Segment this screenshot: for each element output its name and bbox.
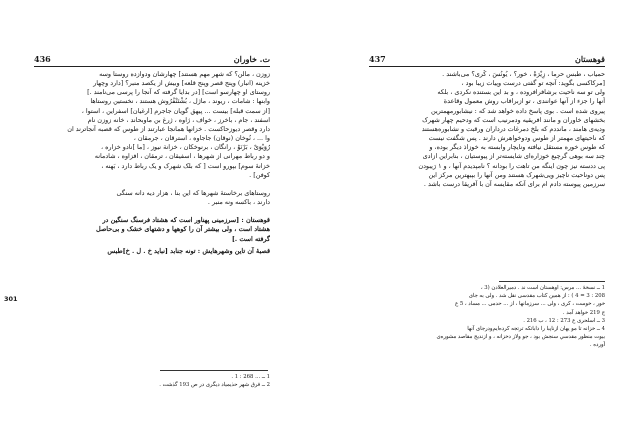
text-line: که ناحیتهای مهمتر از طوس ودوخواهرش دارند . پس شگفت نیست (428, 134, 605, 143)
text-line: دارند ، باکسه‌ ونه منبر . (207, 198, 270, 207)
text-line: دارد وقصر دیوزحاکست . خزانها همانجا عبارتند از طوس که قصبه آنجاترند ان (67, 124, 270, 133)
footnote: خور ، خوست ، کری ، ولی ... سرزمانها ، از ... حدمی ... مساد ، 5 ع (454, 301, 605, 308)
footnotes (369, 284, 605, 350)
text-line: وابنها : شامات ، ریوند ، ماژل ، بُشْتَنْفُرُوش هستند ، نخستین روستاها (90, 97, 270, 106)
text-line: قصبهٔ آن تاین وشهرهایش : تونه جنابد [نباید خ . ل . خ]طبس (107, 246, 270, 255)
page-number: 437 (369, 54, 386, 64)
text-line: پیروی شده است . بوی پاسخ داده خواهد شد که : نیشابورمهمترین (430, 106, 605, 115)
text-line: سرزمین پیوسته دادم ام برای آنکه مقایسه آن با آفریقا درست باشد . (423, 179, 605, 188)
footnote: 4 ــ خزانه تا مو یهان ازناپبا را داباتکه ترتجه کرد‌ه‌ایم‌ودرجای آنها (467, 326, 605, 333)
footnote: بيوت منظور مقدسي سنجش بود ، جو ولاز دخزانه ، و ازندیج مقاصد مشوره‌ی (436, 334, 605, 341)
right-page (311, 0, 623, 436)
running-title: ت. خاوران (233, 54, 270, 64)
footnote: 1 ــ نسخهٔ ... مرس: اوهستان است ند . دمیرالعلادن (3 ، (480, 285, 605, 291)
page-header (34, 50, 270, 67)
footnote: آورده . (589, 342, 605, 349)
text-line: آنها را جزء از آنها عوانندی ، تو ازبرافاب روش معمول وقاعدة (443, 97, 605, 106)
footnote: 208 : 3 = 4 ) : از همین کتاب مقدسی نقل شد . ولی به جای (468, 293, 605, 300)
text-line: ولی تو سه ناحیت برشافرافروده ، و بد این بستنده نکردی ، بلکه (437, 88, 605, 97)
text-line: خزانهٔ سوم] بپورو است [ که بلک شهرک و یک رباط دارد ، بَهنه ، (101, 161, 270, 170)
footnote: 2 ــ فرق شهر حذیمیاد دیگری در ص 193 گذشت . (159, 382, 270, 389)
text-line: خزینه (انبار) وپنج قصر وپنج قلعه] وبیش از یکصد منبر؟ [دارد وچهار (93, 79, 270, 88)
text-line: روستای او چهارسو است] [در بدایا گرفته که آنجا را پرسی می‌نامند .] (87, 88, 270, 97)
footnotes (34, 373, 270, 389)
footnote: 3 ــ اسلحری ع 273 : 12 ، ب 216 . (523, 317, 605, 324)
text-line: پس دوناحیت ناچیز ویی‌شهرک هستند ومن آنها را بپبهترین مرکز این (428, 170, 605, 179)
text-line: گرفته است .] (231, 234, 270, 243)
page-header (369, 50, 605, 67)
text-line: چند سه بوهی گرچیع خوزاره‌ای شایسته‌تر از پیوستیان ، بنابراین ازادی (422, 152, 605, 161)
body-text (369, 70, 605, 189)
text-line: و دو رباط مهرانی از شهرها ، اسفیقان ، ترمقان ، افزاوه ، شادمانه (94, 152, 270, 161)
text-line: اسفند ، جام ، باخرز ، خواف ، ژاوه ، ژرغ بن ماوبحاند ، خانه زوزن نام (87, 115, 270, 124)
text-line: بخشهای خاوران و مانند افریقیه ودمرنیب است که ودحیم چهار شهرک (422, 115, 605, 124)
text-line: پی ددسته نیز چون اینگه من تاهت را بودانه ؟ نامپدیدم آنها ، و ۱ رَیبودن (418, 161, 605, 170)
text-line: ودیه‌ی هامند ، مانددم که بلخ دمرغات درداران ورقبت و نشابوره‌هستند (421, 124, 605, 133)
text-line: کوفن] . (249, 170, 270, 179)
footnote: 1 ــ ... 268 : 1 . (231, 374, 270, 380)
section-heading-line: قوهستان : [سرزمینی پهناور است که هشتاد فرسنگ سنگین در (102, 216, 270, 225)
text-line: [مرکاکسی بگوید: آنچه تو گفتی درست وپیات زیبا بود ، (461, 79, 605, 88)
body-text (34, 70, 270, 256)
footnote-rule (160, 370, 268, 371)
text-line: وا ... ، نُوخان (نوقان) جاجاوه ، استرقان ، جرمقان ، (133, 134, 270, 143)
text-line: زوزن ، مالن؟ که شهر مهم هستند] چهارشان ودوازده روستا وسه (99, 70, 270, 78)
footnote: ج 219 خواهد آمد . (562, 309, 605, 316)
text-line: روستاهای برخاستۀ شهرها که این بنا ، هزار دیه دانه سنگی (116, 188, 270, 197)
text-line: هشتاد است ، ولی بیشتر آن را کوهها و دشتهای خشک و بی‌حاصل (96, 225, 270, 234)
text-line: رُوَیْوَیْ ، بَرْنَوْ ، رانگان ، برنوخکان ، خزانة نیوز ، [ما ]نادو خزاره ، (100, 143, 270, 152)
footnote-rule (499, 281, 605, 282)
page-number: 436 (34, 54, 51, 64)
text-line: حمیاب ، طبس حرما ، زِیْرَهْ ، خور؟ ، یُونُسَ ، کُری؟ می‌باشند . (442, 70, 605, 78)
margin-number: 301 (4, 295, 18, 303)
running-title: قوهستان (574, 54, 605, 64)
text-line: که طوس خوره مستقل نیافته ونایچار وابسته به خوزاذ دیگر بوده، و (429, 143, 605, 152)
text-line: [از سمت قبله] بیست ... پیهق گویان جاجرم [ارغیان] اسفراین ، استوا ، (81, 106, 270, 115)
